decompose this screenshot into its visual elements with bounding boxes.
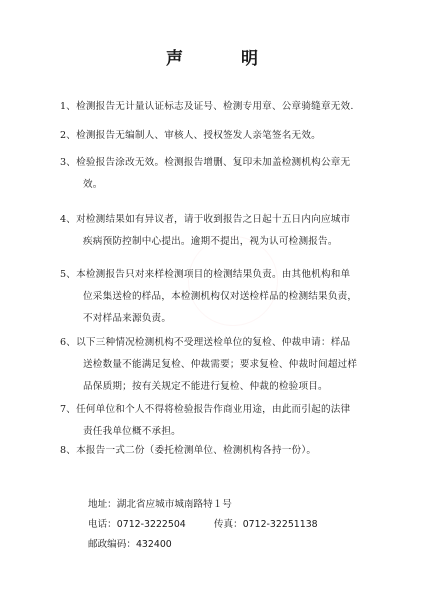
phone-label: 电话： [88, 519, 117, 530]
statement-line: 不对样品来源负责。 [83, 313, 172, 324]
postcode-label: 邮政编码： [88, 539, 136, 550]
statement-item-1 [60, 96, 390, 118]
address-label: 地址： [88, 499, 117, 510]
statement-line: 2、检测报告无编制人、审核人、授权签发人亲笔签名无效。 [60, 130, 321, 141]
statement-line: 送检数量不能满足复检、仲裁需要；要求复检、仲裁时间超过样 [83, 359, 358, 370]
postcode-row [88, 536, 172, 550]
statement-item-4 [60, 209, 390, 253]
statement-line: 品保质期；按有关规定不能进行复检、仲裁的检验项目。 [83, 381, 328, 392]
statement-line: 7、任何单位和个人不得将检验报告作商业用途，由此而引起的法律 [60, 404, 351, 415]
statement-item-2 [60, 125, 390, 147]
address-row [88, 496, 232, 510]
statement-item-7 [60, 399, 390, 443]
statement-line: 5、本检测报告只对来样检测项目的检测结果负责。由其他机构和单 [60, 269, 351, 280]
statement-item-3 [60, 152, 390, 196]
address-value: 湖北省应城市城南路特１号 [116, 499, 232, 510]
page-title: 声 明 [166, 49, 284, 69]
statement-line: 8、本报告一式二份（委托检测单位、检测机构各持一份）。 [60, 445, 317, 456]
statement-item-6 [60, 332, 390, 398]
postcode-value: 432400 [135, 539, 172, 550]
statement-line: 1、检测报告无计量认证标志及证号、检测专用章、公章骑缝章无效. [60, 101, 354, 112]
statement-line: 位采集送检的样品，本检测机构仅对送检样品的检测结果负责， [83, 291, 358, 302]
statement-line: 疾病预防控制中心提出。逾期不提出，视为认可检测报告。 [83, 236, 338, 247]
fax-label: 传真： [213, 519, 243, 530]
statement-line: 效。 [83, 179, 103, 190]
fax-value: 0712-32251138 [242, 519, 318, 530]
phone-fax-row [88, 516, 318, 530]
statement-line: 责任我单位概不承担。 [83, 426, 181, 437]
statement-line: 6、以下三种情况检测机构不受理送检单位的复检、仲裁申请：样品 [60, 337, 351, 348]
phone-value: 0712-3222504 [116, 519, 186, 530]
statement-item-5 [60, 264, 390, 330]
statement-line: 3、检验报告涂改无效。检测报告增删、复印未加盖检测机构公章无 [60, 157, 351, 168]
statement-line: 4、对检测结果如有异议者，请于收到报告之日起十五日内向应城市 [60, 214, 351, 225]
statement-item-8 [60, 440, 390, 462]
